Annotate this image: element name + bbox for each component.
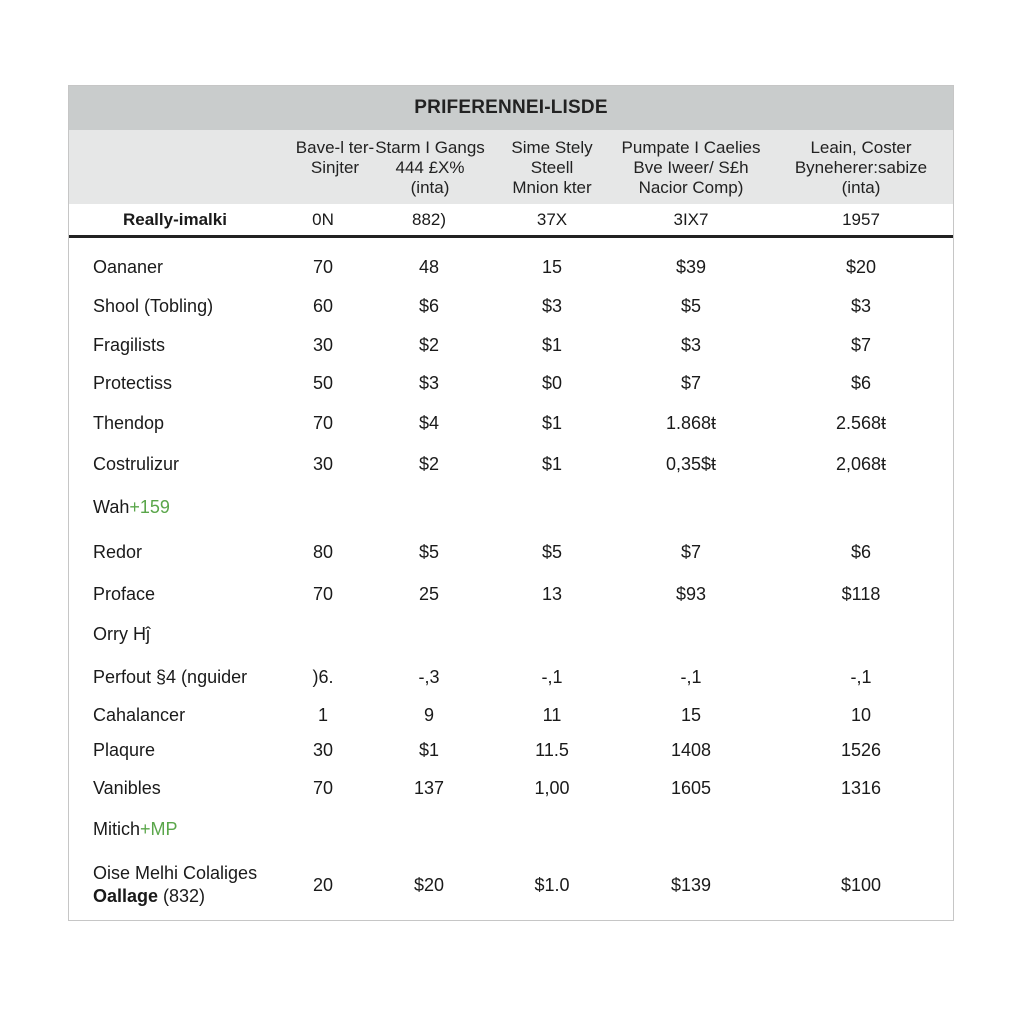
table-cell: $5 — [680, 296, 702, 316]
table-cell: 15 — [541, 257, 563, 277]
row-label-text: Perfout §4 (nguider — [93, 667, 248, 687]
table-cell: -,1 — [680, 667, 702, 687]
subheader-value-5: 1957 — [842, 210, 880, 229]
table-cell: 137 — [413, 778, 445, 798]
table-cell: 30 — [312, 740, 334, 760]
footer-label-bold: Oallage — [93, 886, 159, 906]
table-cell: $6 — [850, 373, 872, 393]
table-cell: 2.568ŧ — [835, 413, 887, 433]
table-cell: $1 — [541, 454, 563, 474]
data-table — [68, 85, 954, 921]
footer-label-rest: (832) — [158, 886, 206, 906]
row-label — [93, 496, 170, 518]
table-cell: 15 — [680, 705, 702, 725]
column-header-5: Leain, Coster Byneherer:sabize (inta) — [794, 138, 928, 197]
row-label-text: Wah — [93, 497, 130, 517]
table-cell: $6 — [850, 542, 872, 562]
table-cell: 9 — [423, 705, 434, 725]
table-cell: 25 — [418, 584, 440, 604]
row-label-text: Thendop — [93, 413, 165, 433]
footer-value-2: $20 — [413, 875, 445, 895]
table-cell: -,1 — [850, 667, 872, 687]
column-header-3: Sime Stely Steell Mnion kter — [511, 138, 593, 197]
section-accent: +MP — [140, 819, 178, 839]
table-cell: 1316 — [840, 778, 882, 798]
footer-value-1: 20 — [312, 875, 334, 895]
table-cell: $1 — [541, 413, 563, 433]
table-cell: $0 — [541, 373, 563, 393]
row-label-text: Oananer — [93, 257, 164, 277]
table-cell: $93 — [675, 584, 707, 604]
table-title: PRIFERENNEI-LISDE — [69, 86, 953, 130]
table-cell: 1408 — [670, 740, 712, 760]
table-cell: $118 — [841, 584, 881, 604]
table-cell: -,3 — [418, 667, 440, 687]
table-cell: 30 — [312, 454, 334, 474]
row-label — [93, 541, 142, 563]
table-cell: 11 — [542, 705, 562, 725]
table-cell: 1 — [317, 705, 328, 725]
table-cell: 70 — [312, 584, 334, 604]
table-cell: $2 — [418, 335, 440, 355]
row-label-text: Shool (Tobling) — [93, 296, 214, 316]
row-label-text: Protectiss — [93, 373, 173, 393]
table-cell: 48 — [418, 257, 440, 277]
row-label — [93, 583, 155, 605]
table-cell: 80 — [312, 542, 334, 562]
table-cell: 2,068ŧ — [835, 454, 887, 474]
table-cell: $3 — [850, 296, 872, 316]
table-cell: $5 — [418, 542, 440, 562]
row-label-text: Plaqure — [93, 740, 156, 760]
table-cell: 1.868ŧ — [665, 413, 717, 433]
table-cell: 1526 — [840, 740, 882, 760]
table-cell: $4 — [418, 413, 440, 433]
row-label — [93, 453, 179, 475]
table-cell: $3 — [418, 373, 440, 393]
table-cell: 30 — [312, 335, 334, 355]
subheader-label: Really-imalki — [123, 210, 227, 229]
row-label — [93, 256, 163, 278]
subheader-value-2: 882) — [411, 210, 447, 229]
column-header-1: Bave-l ter- Sinjter — [295, 138, 375, 177]
table-cell: 1605 — [670, 778, 712, 798]
row-label-text: Orry Hĵ — [93, 624, 150, 644]
table-cell: $3 — [541, 296, 563, 316]
table-cell: $2 — [418, 454, 440, 474]
column-header-2: Starm I Gangs 444 £X% (inta) — [375, 138, 485, 197]
table-cell: 1,00 — [534, 778, 570, 798]
table-cell: $5 — [541, 542, 563, 562]
row-label — [93, 704, 185, 726]
column-header-4: Pumpate I Caelies Bve Iweer/ S£h Nacior Comp) — [621, 138, 761, 197]
row-label-text: Costrulizur — [93, 454, 180, 474]
row-label — [93, 372, 172, 394]
row-label — [93, 295, 213, 317]
table-cell: $7 — [850, 335, 872, 355]
footer-label-line1: Oise Melhi Colaliges — [93, 863, 258, 883]
row-label — [93, 739, 155, 761]
table-cell: 11.5 — [535, 740, 569, 760]
table-cell: 13 — [541, 584, 563, 604]
subheader-value-3: 37X — [536, 210, 568, 229]
table-cell: )6. — [312, 667, 334, 687]
row-label — [93, 777, 161, 799]
table-cell: 70 — [312, 778, 334, 798]
row-label-text: Mitich — [93, 819, 141, 839]
section-accent: +159 — [129, 497, 170, 517]
table-cell: $3 — [680, 335, 702, 355]
row-label-text: Cahalancer — [93, 705, 186, 725]
row-label-text: Redor — [93, 542, 143, 562]
row-label-text: Proface — [93, 584, 156, 604]
table-cell: $20 — [845, 257, 877, 277]
footer-label — [93, 862, 257, 908]
row-label — [93, 666, 247, 688]
row-label — [93, 818, 178, 840]
table-cell: $39 — [675, 257, 707, 277]
table-cell: $1 — [541, 335, 563, 355]
table-cell: -,1 — [541, 667, 563, 687]
row-label-text: Vanibles — [93, 778, 161, 798]
table-cell: 60 — [312, 296, 334, 316]
row-label-text: Fragilists — [93, 335, 166, 355]
footer-value-5: $100 — [840, 875, 882, 895]
row-label — [93, 623, 150, 645]
table-cell: 0,35$ŧ — [665, 454, 717, 474]
subheader-value-4: 3IX7 — [673, 210, 709, 229]
table-cell: 10 — [850, 705, 872, 725]
table-cell: 70 — [312, 257, 334, 277]
subheader-value-1: 0N — [312, 210, 334, 229]
table-cell: $1 — [418, 740, 440, 760]
table-cell: $7 — [680, 373, 702, 393]
footer-value-4: $139 — [670, 875, 712, 895]
header-divider — [69, 235, 953, 238]
table-cell: 50 — [312, 373, 334, 393]
table-cell: 70 — [312, 413, 334, 433]
row-label — [93, 412, 164, 434]
footer-value-3: $1.0 — [534, 875, 570, 895]
table-cell: $6 — [418, 296, 440, 316]
table-cell: $7 — [680, 542, 702, 562]
row-label — [93, 334, 165, 356]
